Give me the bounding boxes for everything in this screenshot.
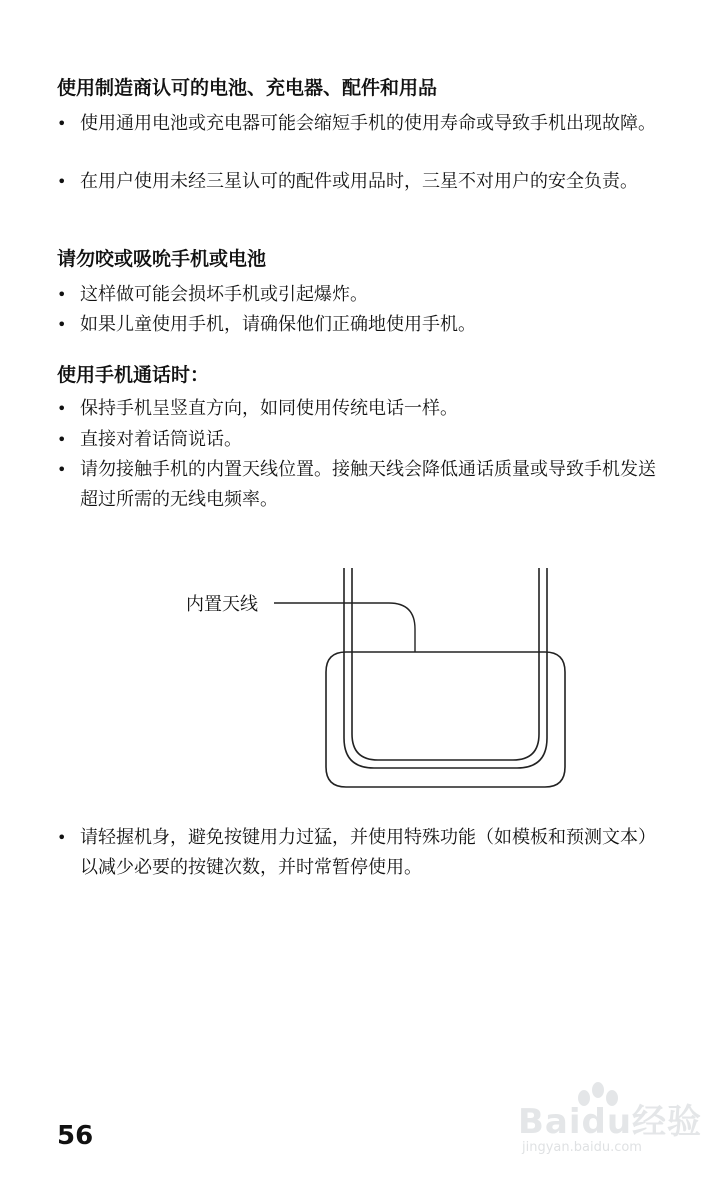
section-heading-during-calls: 使用手机通话时： xyxy=(57,364,210,386)
list-item-text: 在用户使用未经三星认可的配件或用品时，三星不对用户的安全负责。 xyxy=(80,171,638,192)
list-item-text: 请勿接触手机的内置天线位置。接触天线会降低通话质量或导致手机发送超过所需的无线电频率。 xyxy=(80,459,656,510)
bullet-icon: • xyxy=(57,828,67,847)
bullet-icon: • xyxy=(57,172,67,191)
bullet-icon: • xyxy=(57,460,67,479)
page-number: 56 xyxy=(57,1121,94,1151)
bullet-icon: • xyxy=(57,430,67,449)
phone-outline-icon xyxy=(326,568,565,787)
antenna-label: 内置天线 xyxy=(186,594,258,615)
list-item-text: 保持手机呈竖直方向，如同使用传统电话一样。 xyxy=(80,398,458,419)
list-item-text: 直接对着话筒说话。 xyxy=(80,429,242,450)
baidu-watermark xyxy=(518,1080,703,1165)
watermark-url: jingyan.baidu.com xyxy=(522,1140,642,1155)
bullet-icon: • xyxy=(57,114,67,133)
bullet-icon: • xyxy=(57,285,67,304)
bullet-icon: • xyxy=(57,399,67,418)
list-item-text: 这样做可能会损坏手机或引起爆炸。 xyxy=(80,284,368,305)
section-heading-do-not-bite: 请勿咬或吸吮手机或电池 xyxy=(57,248,267,270)
list-item-text: 如果儿童使用手机，请确保他们正确地使用手机。 xyxy=(80,314,476,335)
section-heading-approved-accessories: 使用制造商认可的电池、充电器、配件和用品 xyxy=(57,77,438,99)
watermark-logo: Baidu经验 xyxy=(518,1102,703,1142)
list-item-text: 请轻握机身，避免按键用力过猛，并使用特殊功能（如模板和预测文本）以减少必要的按键次数，并时常暂停使用。 xyxy=(80,827,656,878)
list-item xyxy=(57,823,657,883)
bullet-icon: • xyxy=(57,315,67,334)
list-item-text: 使用通用电池或充电器可能会缩短手机的使用寿命或导致手机出现故障。 xyxy=(80,113,656,134)
